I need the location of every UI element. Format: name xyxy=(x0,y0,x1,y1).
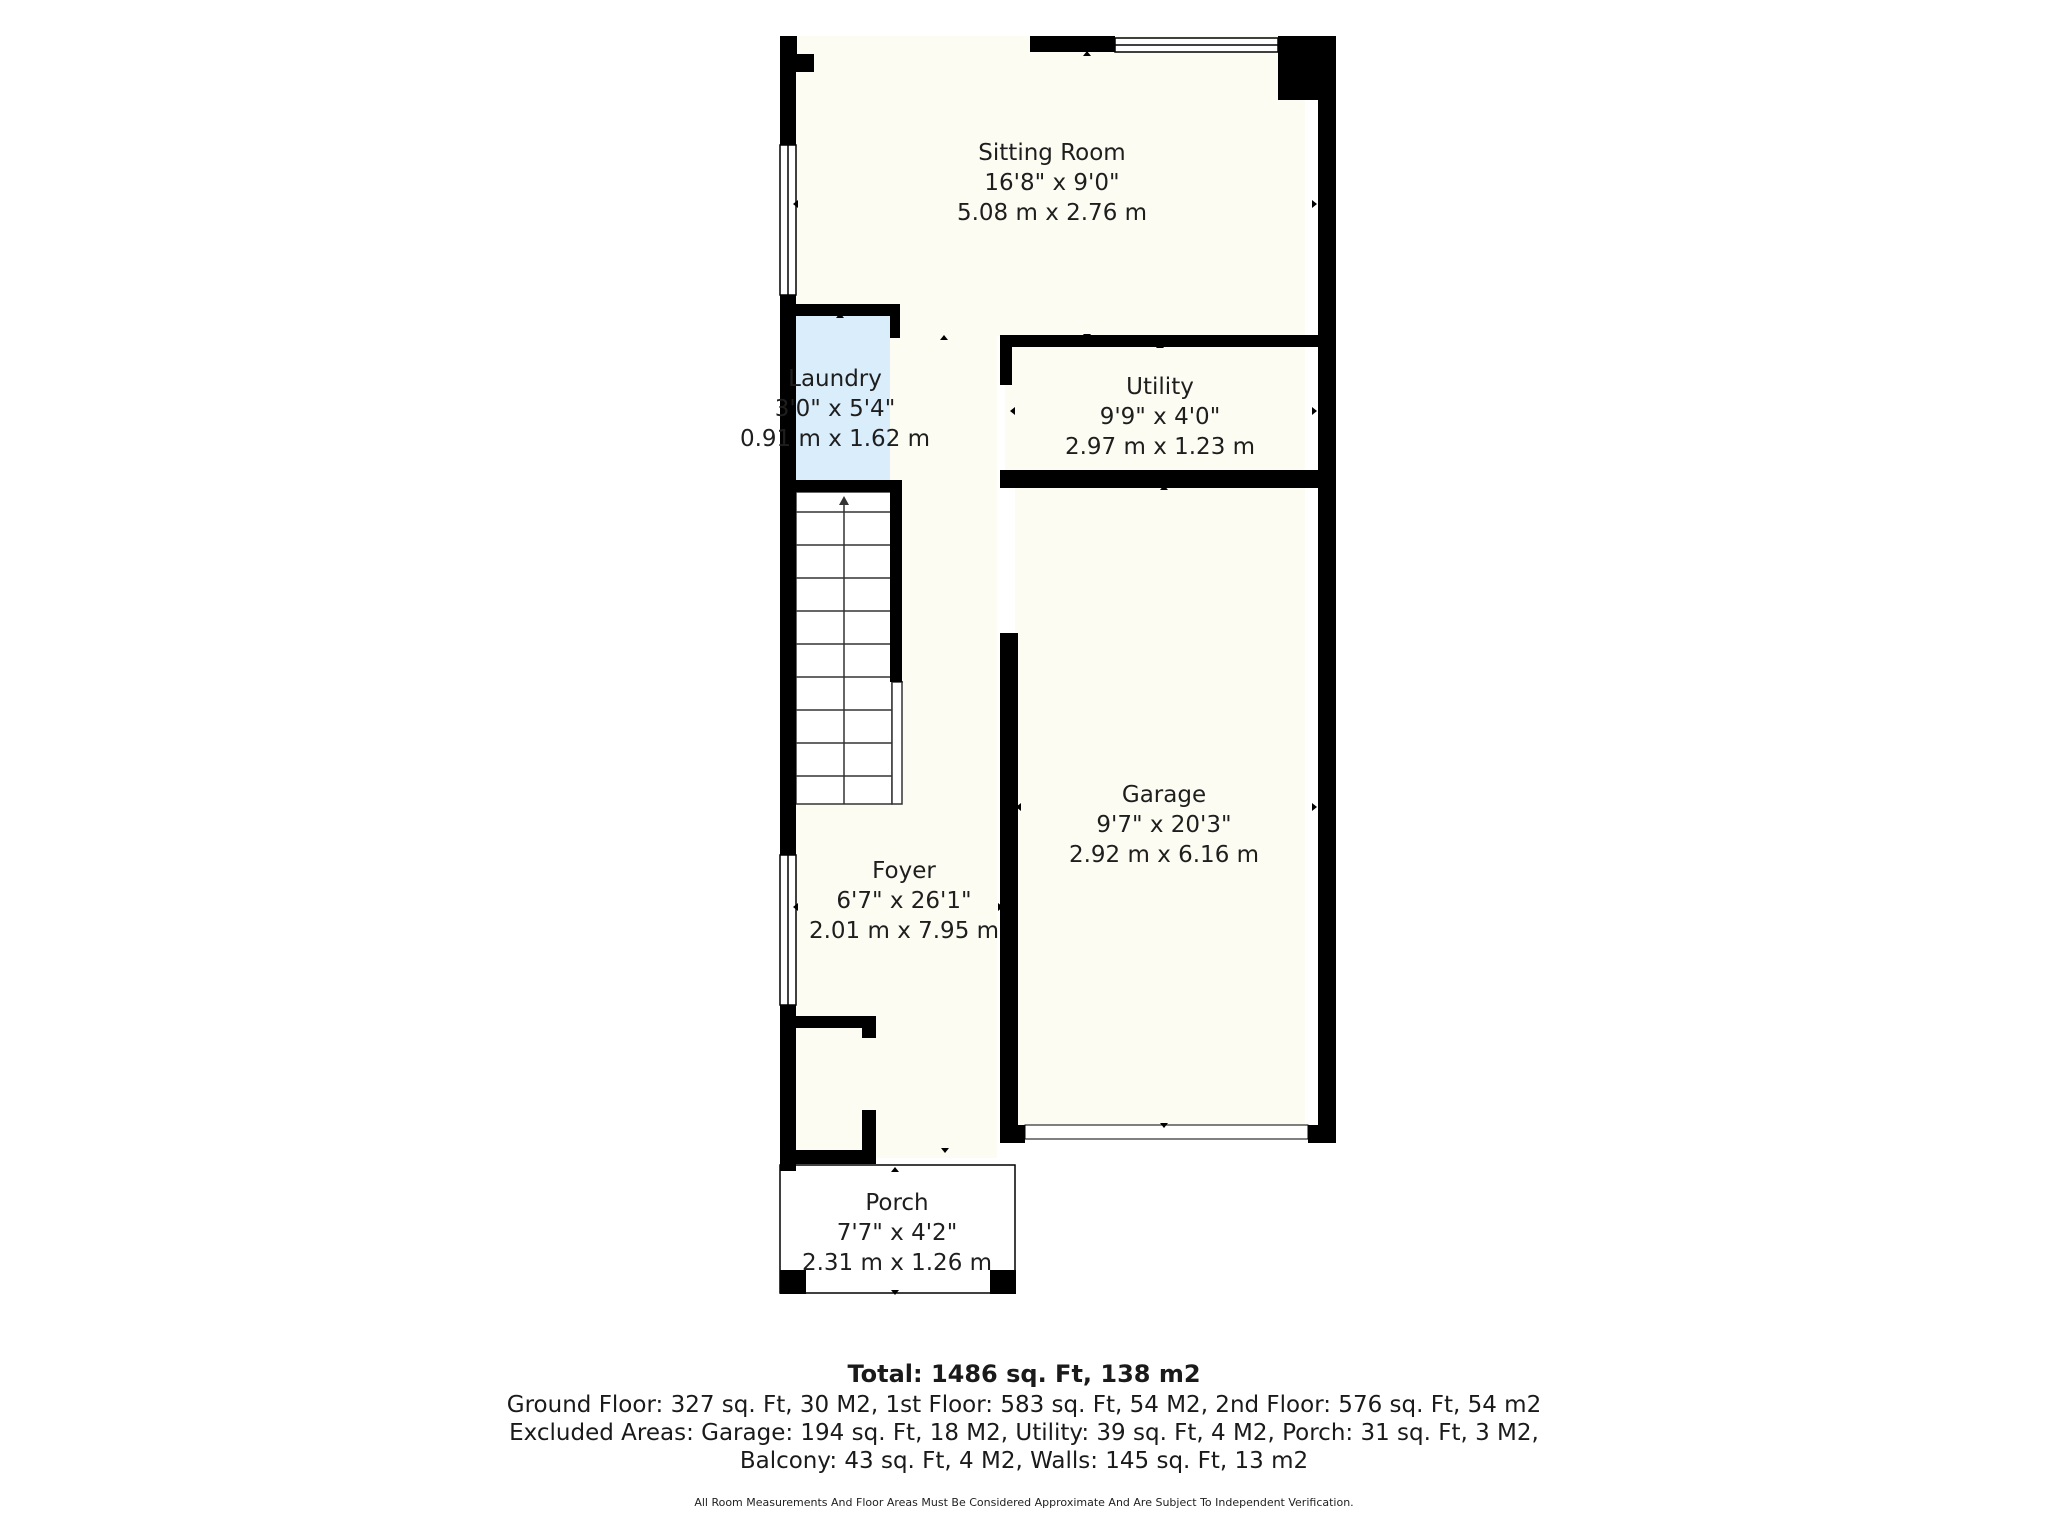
area-total: Total: 1486 sq. Ft, 138 m2 xyxy=(847,1360,1201,1388)
porch-imperial: 7'7" x 4'2" xyxy=(836,1220,958,1246)
staircase xyxy=(796,492,903,804)
foyer-imperial: 6'7" x 26'1" xyxy=(836,888,972,914)
garage-door xyxy=(1025,1125,1308,1139)
sitting-room-imperial: 16'8" x 9'0" xyxy=(984,170,1120,196)
area-floors: Ground Floor: 327 sq. Ft, 30 M2, 1st Floor: 583 sq. Ft, 54 M2, 2nd Floor: 576 sq. Ft, 54 m2 xyxy=(506,1392,1542,1418)
garage-metric: 2.92 m x 6.16 m xyxy=(1068,842,1260,868)
closet-floor xyxy=(795,1020,867,1155)
area-excluded: Excluded Areas: Garage: 194 sq. Ft, 18 M2, Utility: 39 sq. Ft, 4 M2, Porch: 31 sq. Ft, 3 M2, xyxy=(509,1420,1539,1446)
disclaimer: All Room Measurements And Floor Areas Must Be Considered Approximate And Are Subject To Independent Verification. xyxy=(694,1496,1354,1509)
foyer-name: Foyer xyxy=(872,858,936,884)
laundry-imperial: 3'0" x 5'4" xyxy=(774,396,896,422)
area-excluded-continued: Balcony: 43 sq. Ft, 4 M2, Walls: 145 sq. Ft, 13 m2 xyxy=(739,1448,1309,1474)
utility-imperial: 9'9" x 4'0" xyxy=(1099,404,1221,430)
foyer-metric: 2.01 m x 7.95 m xyxy=(808,918,1000,944)
sitting-room-metric: 5.08 m x 2.76 m xyxy=(956,200,1148,226)
porch-name: Porch xyxy=(865,1190,929,1216)
garage-imperial: 9'7" x 20'3" xyxy=(1096,812,1232,838)
garage-name: Garage xyxy=(1121,782,1207,808)
utility-name: Utility xyxy=(1126,374,1194,400)
laundry-name: Laundry xyxy=(788,366,882,392)
laundry-metric: 0.91 m x 1.62 m xyxy=(739,426,931,452)
porch-metric: 2.31 m x 1.26 m xyxy=(801,1250,993,1276)
sitting-room-name: Sitting Room xyxy=(978,140,1126,166)
utility-metric: 2.97 m x 1.23 m xyxy=(1064,434,1256,460)
garage-floor xyxy=(1015,488,1305,1128)
